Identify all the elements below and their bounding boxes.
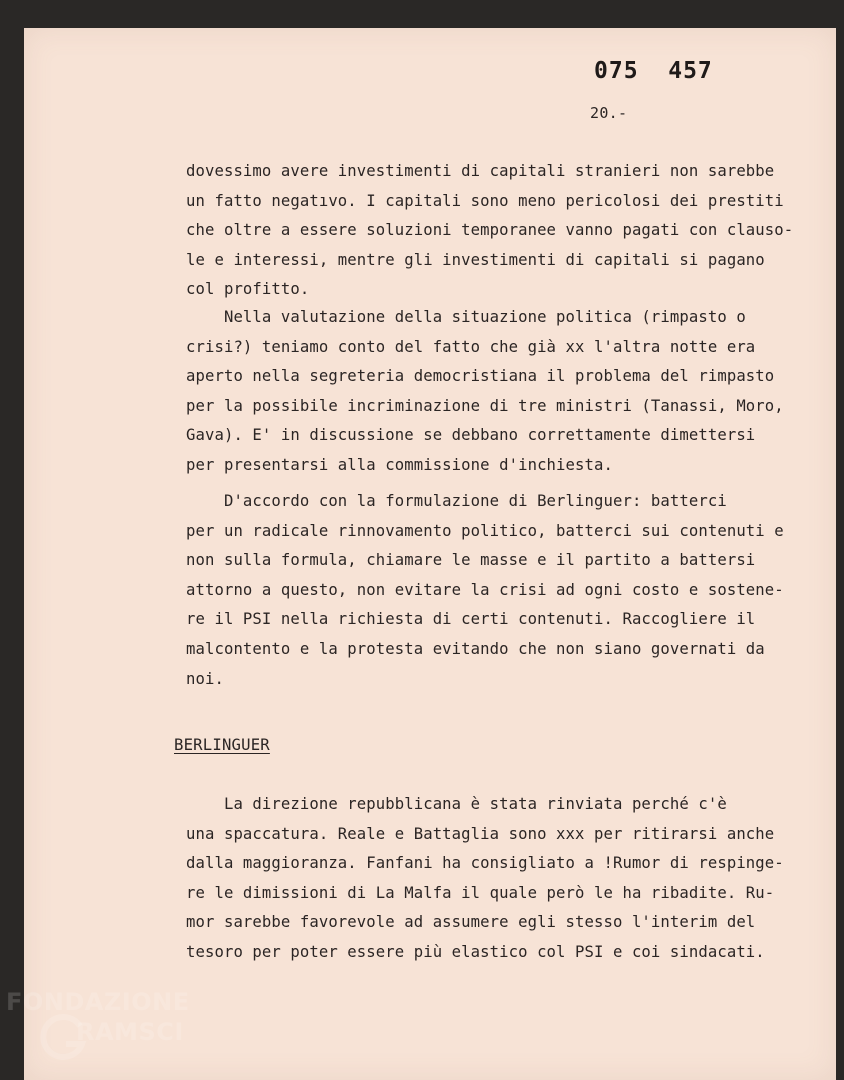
text-line: re il PSI nella richiesta di certi contenuti. Raccogliere il [186,610,756,629]
text-line: col profitto. [186,280,310,299]
section-heading: BERLINGUER [174,736,270,754]
text-line: malcontento e la protesta evitando che non siano governati da [186,639,765,658]
text-line: le e interessi, mentre gli investimenti di capitali si pagano [186,250,765,269]
text-line: re le dimissioni di La Malfa il quale però le ha ribadite. Ru- [186,883,775,902]
text-line: per la possibile incriminazione di tre ministri (Tanassi, Moro, [186,396,784,415]
text-line: per presentarsi alla commissione d'inchiesta. [186,455,613,474]
text-line: un fatto negatıvo. I capitali sono meno pericolosi dei prestiti [186,191,784,210]
text-line: mor sarebbe favorevole ad assumere egli stesso l'interim del [186,913,756,932]
text-line: noi. [186,669,224,688]
text-line: La direzione repubblicana è stata rinviata perché c'è [186,795,727,813]
text-line: aperto nella segreteria democristiana il problema del rimpasto [186,367,775,386]
paragraph-3 [186,487,826,694]
text-line: D'accordo con la formulazione di Berlinguer: batterci [186,492,727,510]
paragraph-1 [186,157,826,305]
paragraph-4 [186,790,826,968]
text-line: Gava). E' in discussione se debbano correttamente dimettersi [186,426,756,445]
text-line: che oltre a essere soluzioni temporanee vanno pagati con clauso- [186,221,794,240]
text-line: crisi?) teniamo conto del fatto che già xx l'altra notte era [186,337,756,356]
text-line: non sulla formula, chiamare le masse e il partito a battersi [186,551,756,570]
document-page [24,28,836,1080]
text-line: dovessimo avere investimenti di capitali stranieri non sarebbe [186,162,775,180]
paragraph-2 [186,303,826,481]
text-line: attorno a questo, non evitare la crisi ad ogni costo e sostene- [186,580,784,599]
page-number: 20.- [590,104,628,122]
text-line: Nella valutazione della situazione politica (rimpasto o [186,308,746,326]
text-line: dalla maggioranza. Fanfani ha consigliato a !Rumor di respinge- [186,854,784,873]
text-line: per un radicale rinnovamento politico, batterci sui contenuti e [186,521,784,540]
text-line: una spaccatura. Reale e Battaglia sono xxx per ritirarsi anche [186,824,775,843]
archive-stamp-number: 075 457 [594,58,713,84]
text-line: tesoro per poter essere più elastico col PSI e coi sindacati. [186,942,765,961]
